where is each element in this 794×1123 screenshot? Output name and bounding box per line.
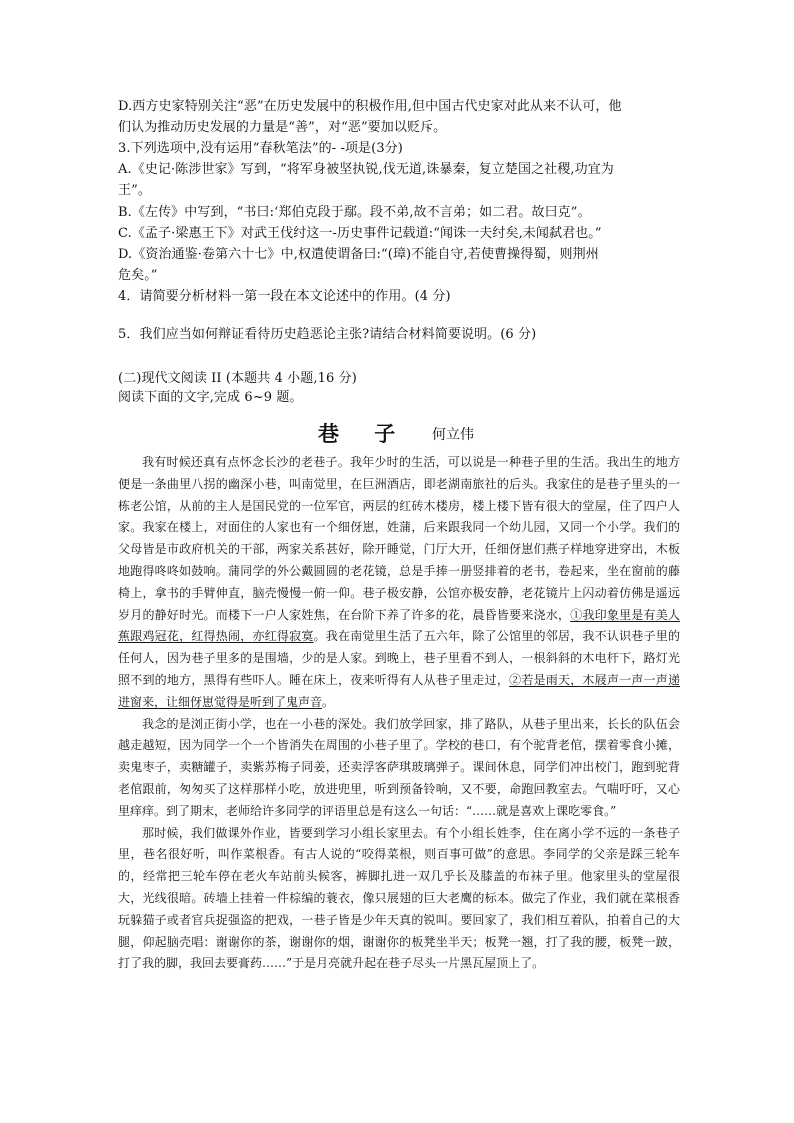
paragraph-1-text-b: 。我在南觉里生活了五六年，除了公馆里的邻居，我不认识巷子里的任何人，因为巷子里多的是围墙，少的是人家。到晚上，巷子里看不到人，一根斜斜的木电杆下，路灯光照不到的地方，黑得有些吓人。睡在床上，夜来听得有人从巷子里走过，: [118, 629, 680, 687]
question-3-option-d-line-2: 危矣。”: [118, 268, 158, 283]
question-3-option-b: B.《左传》中写到，“书曰:‘郑伯克段于鄢。段不弟,故不言弟；如二君。故曰克”。: [118, 205, 591, 220]
article-paragraph-3: 那时候，我们做课外作业，皆要到学习小组长家里去。有个小组长姓李，住在离小学不远的一条巷子里，巷名很好听，叫作菜根香。有古人说的“咬得菜根，则百事可做”的意思。李同学的父亲是踩三轮车的，经常把三轮车停在老火车站前头候客，裤脚扎进一双几乎长及膝盖的布袜子里。他家里头的堂屋很大，光线很暗。砖墙上挂着一件棕编的蓑衣，像只展翅的巨大老鹰的标本。做完了作业，我们就在菜根香玩躲猫子或者官兵捉强盗的把戏，一巷子皆是少年天真的锐叫。要回家了，我们相互着队，拍着自己的大腿，仰起脑壳唱：谢谢你的茶，谢谢你的烟，谢谢你的板凳坐半天；板凳一翘，打了我的腰，板凳一跛，打了我的脚，我回去要膏药……”于是月亮就升起在巷子尽头一片黑瓦屋顶上了。: [118, 825, 680, 971]
question-3-option-a-line-2: 王”。: [118, 183, 151, 198]
underlined-sentence-1: ①我印象里是有美人蕉跟鸡冠花，红得热闹，亦红得寂寞: [118, 607, 680, 644]
article-title-row: [0, 418, 794, 448]
article-paragraph-1: [118, 452, 680, 714]
article-paragraph-2: 我念的是浏正街小学，也在一小巷的深处。我们放学回家，排了路队，从巷子里出来，长长的队伍会越走越短，因为同学一个一个皆消失在周围的小巷子里了。学校的巷口，有个驼背老倌，摆着零食小摊，卖鬼枣子，卖糖罐子，卖紫苏梅子同姜，还卖浮客萨琪玻璃弹子。课间休息，同学们冲出校门，跑到驼背老倌跟前，匆匆买了这样那样小吃，放进兜里，听到预备铃响，又不要，命跑回教室去。气喘吁吁，又心里痒痒。到了期末，老师给许多同学的评语里总是有这么一句话：“……就是喜欢上课吃零食。”: [118, 716, 680, 818]
question-3-option-c: C.《孟子·梁惠王下》对武王伐纣这一-历史事件记载道:“闻诛一夫纣矣,未闻弑君也。”: [118, 226, 602, 241]
article-author: 何立伟: [432, 427, 474, 443]
question-5: 5．我们应当如何辩证看待历史趋恶论主张?请结合材料简要说明。(6 分): [118, 327, 537, 342]
question-3-option-d-line-1: D.《资治通鉴·卷第六十七》中,权遣使谓备曰:“(璋)不能自守,若使曹操得蜀，则荆州: [118, 247, 599, 262]
paragraph-1-text-c: 。: [322, 694, 335, 709]
option-d-line-2: 们认为推动历史发展的力量是“善”，对“恶”要加以贬斥。: [118, 120, 447, 135]
article-body: [118, 452, 680, 975]
article-title: 巷 子: [318, 422, 410, 446]
question-3-option-a-line-1: A.《史记·陈涉世家》写到，“将军身被坚执锐,伐无道,诛暴秦，复立楚国之社稷,功宜为: [118, 162, 614, 177]
question-3: 3.下列选项中,没有运用“春秋笔法”的- -项是(3分): [118, 141, 403, 156]
question-4: 4．请简要分析材料一第一段在本文论述中的作用。(4 分): [118, 289, 451, 304]
reading-instruction: 阅读下面的文字,完成 6~9 题。: [118, 390, 303, 405]
option-d-line-1: D.西方史家特别关注“恶”在历史发展中的积极作用,但中国古代史家对此从来不认可，他: [118, 99, 622, 114]
section-heading: (二)现代文阅读 II (本题共 4 小题,16 分): [118, 371, 357, 386]
underlined-sentence-2: ②若是雨天，木屐声一声一声递进窗来，让细伢崽觉得是听到了鬼声音: [118, 672, 680, 709]
paragraph-1-text-a: 我有时候还真有点怀念长沙的老巷子。我年少时的生活，可以说是一种巷子里的生活。我出生的地方便是一条曲里八拐的幽深小巷，叫南觉里，在巨洲酒店，即老湖南旅社的后头。我家住的是巷子里头的一栋老公馆，从前的主人是国民党的一位军官，两层的红砖木楼房，楼上楼下皆有很大的堂屋，住了四户人家。我家在楼上，对面住的人家也有一个细伢崽，姓蒲，后来跟我同一个幼儿园，又同一个小学。我们的父母皆是市政府机关的干部，两家关系甚好，除开睡觉，门厅大开，任细伢崽们燕子样地穿进穿出，木板地跑得咚咚如鼓响。蒲同学的外公戴圆圆的老花镜，总是手捧一册竖排着的老书，卷起来，坐在窗前的藤椅上，拿书的手臂伸直，脑壳慢慢一俯一仰。巷子极安静，公馆亦极安静，老花镜片上闪动着仿佛是遥远岁月的静好时光。而楼下一户人家姓焦，在台阶下养了许多的花，晨昏皆要来浇水，: [118, 455, 680, 622]
